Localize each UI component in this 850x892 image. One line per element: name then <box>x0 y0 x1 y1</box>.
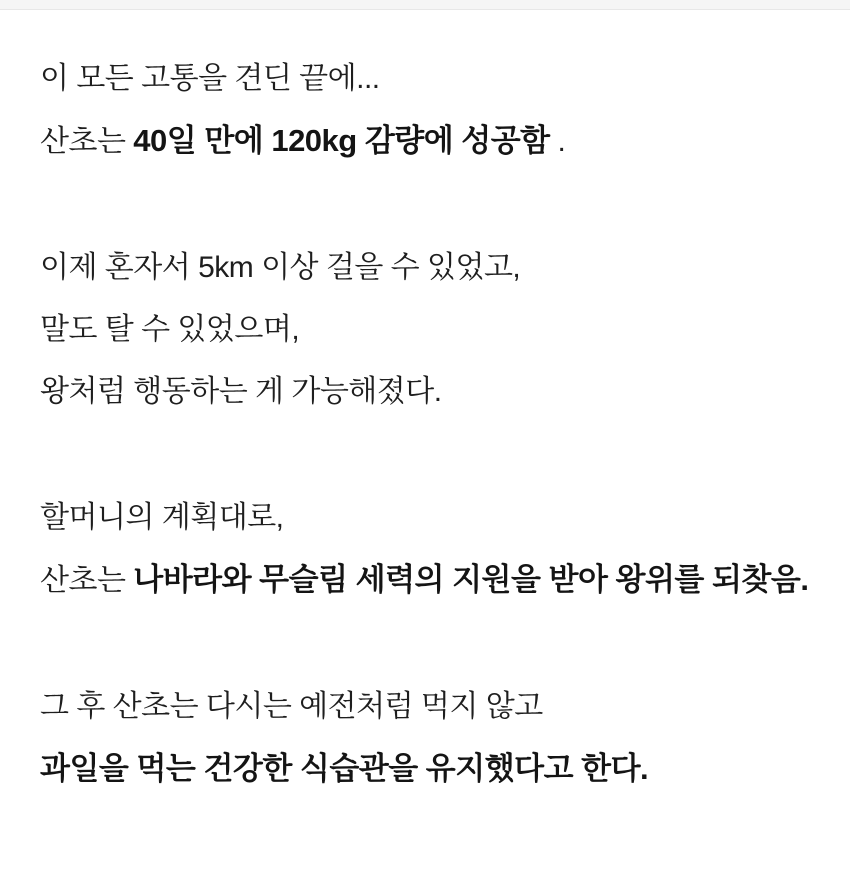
text-line <box>40 738 815 801</box>
text-segment: 말도 탈 수 있었으며, <box>40 313 300 346</box>
text-line <box>40 361 815 423</box>
text-line <box>40 110 815 173</box>
text-segment-bold: 나바라와 무슬림 세력의 지원을 받아 왕위를 되찾음. <box>133 562 809 597</box>
text-line <box>40 48 815 110</box>
top-divider <box>0 0 850 10</box>
text-segment: . <box>549 125 566 158</box>
text-line <box>40 237 815 299</box>
text-segment: 이 모든 고통을 견딘 끝에... <box>40 62 380 95</box>
text-line <box>40 299 815 361</box>
text-line <box>40 676 815 738</box>
text-segment: 할머니의 계획대로, <box>40 501 284 534</box>
paragraph-weight-loss <box>40 48 815 173</box>
text-segment-bold: 과일을 먹는 건강한 식습관을 유지했다고 한다. <box>40 751 649 786</box>
paragraph-diet-habit <box>40 676 815 801</box>
text-segment: 왕처럼 행동하는 게 가능해졌다. <box>40 375 442 408</box>
paragraph-throne <box>40 487 815 612</box>
text-line <box>40 549 815 612</box>
text-segment: 산초는 <box>40 125 134 158</box>
text-segment: 산초는 <box>40 564 134 597</box>
post-body <box>0 10 850 801</box>
text-segment: 이제 혼자서 5km 이상 걸을 수 있었고, <box>40 251 521 284</box>
paragraph-abilities <box>40 237 815 423</box>
text-line <box>40 487 815 549</box>
text-segment: 그 후 산초는 다시는 예전처럼 먹지 않고 <box>40 690 543 723</box>
text-segment-bold: 40일 만에 120kg 감량에 성공함 <box>133 123 550 158</box>
